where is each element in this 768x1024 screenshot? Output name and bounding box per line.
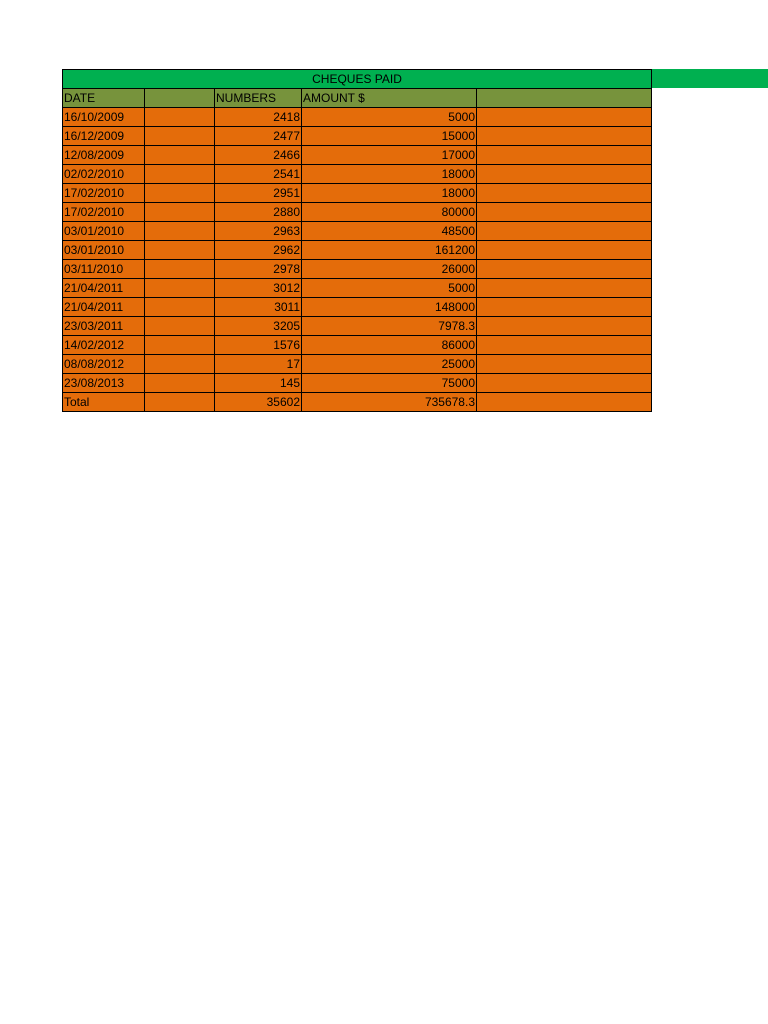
total-label[interactable]: Total <box>63 393 145 412</box>
header-blank-2[interactable] <box>477 89 652 108</box>
cell-blank[interactable] <box>145 317 215 336</box>
cell-date[interactable]: 03/11/2010 <box>63 260 145 279</box>
cell-date[interactable]: 23/03/2011 <box>63 317 145 336</box>
cell-blank[interactable] <box>477 203 652 222</box>
table-row <box>63 241 652 260</box>
cell-amount[interactable]: 17000 <box>302 146 477 165</box>
table-row <box>63 336 652 355</box>
sheet-title[interactable]: CHEQUES PAID <box>63 70 652 89</box>
cell-number[interactable]: 2978 <box>215 260 302 279</box>
cell-blank[interactable] <box>145 108 215 127</box>
cell-amount[interactable]: 5000 <box>302 279 477 298</box>
cell-blank[interactable] <box>477 393 652 412</box>
cell-amount[interactable]: 18000 <box>302 165 477 184</box>
cell-number[interactable]: 2962 <box>215 241 302 260</box>
cell-blank[interactable] <box>145 203 215 222</box>
cell-date[interactable]: 14/02/2012 <box>63 336 145 355</box>
cell-blank[interactable] <box>477 241 652 260</box>
header-numbers[interactable]: NUMBERS <box>215 89 302 108</box>
table-row <box>63 317 652 336</box>
cell-amount[interactable]: 75000 <box>302 374 477 393</box>
cell-blank[interactable] <box>477 165 652 184</box>
table-row <box>63 222 652 241</box>
table-row <box>63 184 652 203</box>
cell-blank[interactable] <box>145 241 215 260</box>
table-row <box>63 374 652 393</box>
cell-blank[interactable] <box>477 108 652 127</box>
cell-number[interactable]: 17 <box>215 355 302 374</box>
cell-number[interactable]: 2880 <box>215 203 302 222</box>
cell-blank[interactable] <box>145 184 215 203</box>
cell-date[interactable]: 16/10/2009 <box>63 108 145 127</box>
cell-number[interactable]: 3012 <box>215 279 302 298</box>
cell-amount[interactable]: 148000 <box>302 298 477 317</box>
cell-number[interactable]: 3011 <box>215 298 302 317</box>
cell-amount[interactable]: 161200 <box>302 241 477 260</box>
table-row <box>63 127 652 146</box>
cell-blank[interactable] <box>145 298 215 317</box>
cell-blank[interactable] <box>477 146 652 165</box>
cell-number[interactable]: 2541 <box>215 165 302 184</box>
table-row <box>63 298 652 317</box>
cell-amount[interactable]: 80000 <box>302 203 477 222</box>
cheques-paid-sheet <box>62 69 651 412</box>
cell-date[interactable]: 03/01/2010 <box>63 222 145 241</box>
cell-date[interactable]: 17/02/2010 <box>63 203 145 222</box>
cell-blank[interactable] <box>145 355 215 374</box>
cell-date[interactable]: 02/02/2010 <box>63 165 145 184</box>
table-row <box>63 165 652 184</box>
table-row <box>63 203 652 222</box>
cell-amount[interactable]: 15000 <box>302 127 477 146</box>
cell-blank[interactable] <box>477 317 652 336</box>
header-date[interactable]: DATE <box>63 89 145 108</box>
cell-blank[interactable] <box>145 146 215 165</box>
cell-amount[interactable]: 5000 <box>302 108 477 127</box>
title-bar-extension <box>651 69 768 88</box>
cell-blank[interactable] <box>145 260 215 279</box>
cell-number[interactable]: 2951 <box>215 184 302 203</box>
cell-blank[interactable] <box>477 355 652 374</box>
cell-date[interactable]: 21/04/2011 <box>63 298 145 317</box>
cell-date[interactable]: 23/08/2013 <box>63 374 145 393</box>
cell-blank[interactable] <box>145 393 215 412</box>
total-row <box>63 393 652 412</box>
cell-date[interactable]: 12/08/2009 <box>63 146 145 165</box>
title-row <box>63 70 652 89</box>
table-row <box>63 108 652 127</box>
cell-date[interactable]: 03/01/2010 <box>63 241 145 260</box>
cell-date[interactable]: 16/12/2009 <box>63 127 145 146</box>
cell-blank[interactable] <box>477 184 652 203</box>
cell-blank[interactable] <box>145 279 215 298</box>
cell-blank[interactable] <box>477 127 652 146</box>
cell-number[interactable]: 1576 <box>215 336 302 355</box>
cell-blank[interactable] <box>477 279 652 298</box>
cell-date[interactable]: 21/04/2011 <box>63 279 145 298</box>
cell-blank[interactable] <box>145 374 215 393</box>
cell-date[interactable]: 08/08/2012 <box>63 355 145 374</box>
table-row <box>63 146 652 165</box>
cell-amount[interactable]: 48500 <box>302 222 477 241</box>
table-row <box>63 279 652 298</box>
cell-blank[interactable] <box>145 222 215 241</box>
cell-amount[interactable]: 86000 <box>302 336 477 355</box>
total-number[interactable]: 35602 <box>215 393 302 412</box>
cell-blank[interactable] <box>477 222 652 241</box>
total-amount[interactable]: 735678.3 <box>302 393 477 412</box>
cell-amount[interactable]: 26000 <box>302 260 477 279</box>
table-row <box>63 355 652 374</box>
cell-amount[interactable]: 18000 <box>302 184 477 203</box>
cell-blank[interactable] <box>477 298 652 317</box>
cheques-table <box>62 69 652 412</box>
cell-amount[interactable]: 25000 <box>302 355 477 374</box>
table-row <box>63 260 652 279</box>
cell-blank[interactable] <box>477 260 652 279</box>
cell-number[interactable]: 145 <box>215 374 302 393</box>
cell-amount[interactable]: 7978.3 <box>302 317 477 336</box>
cell-date[interactable]: 17/02/2010 <box>63 184 145 203</box>
cell-number[interactable]: 2418 <box>215 108 302 127</box>
cell-blank[interactable] <box>477 336 652 355</box>
cell-blank[interactable] <box>145 127 215 146</box>
header-amount[interactable]: AMOUNT $ <box>302 89 477 108</box>
header-blank-1[interactable] <box>145 89 215 108</box>
cell-blank[interactable] <box>145 165 215 184</box>
cell-number[interactable]: 3205 <box>215 317 302 336</box>
cell-number[interactable]: 2477 <box>215 127 302 146</box>
cell-blank[interactable] <box>145 336 215 355</box>
cell-number[interactable]: 2466 <box>215 146 302 165</box>
cell-blank[interactable] <box>477 374 652 393</box>
header-row <box>63 89 652 108</box>
cell-number[interactable]: 2963 <box>215 222 302 241</box>
